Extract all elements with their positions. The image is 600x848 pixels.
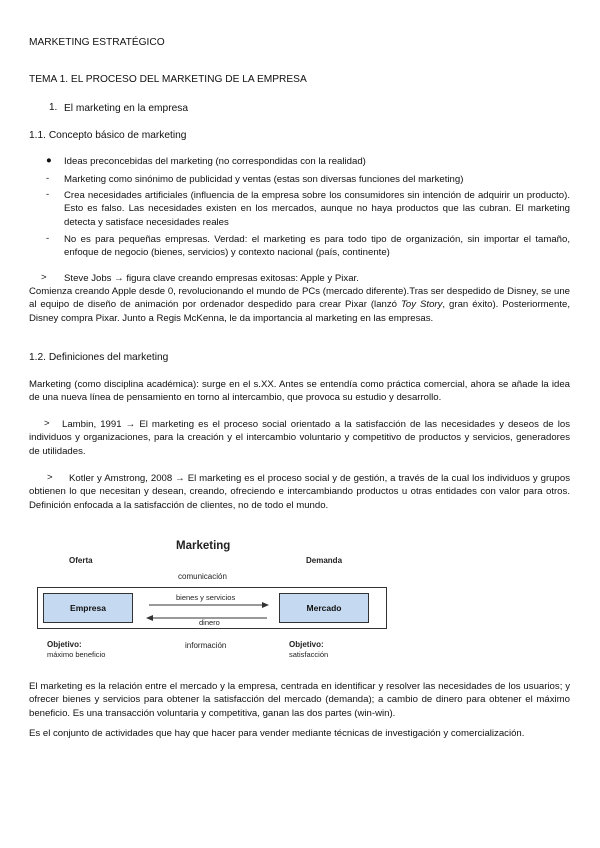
objective-left-value: máximo beneficio xyxy=(47,650,106,659)
subsection-heading-1-2: 1.2. Definiciones del marketing xyxy=(29,352,169,363)
list-item: No es para pequeñas empresas. Verdad: el marketing es para todo tipo de organización, sin importar el tamaño, enfoque de negocio (bienes, servicios) y contexto nacional (país, continente) xyxy=(64,234,570,259)
arrow-marker-icon: > xyxy=(41,272,47,283)
toy-story-title: Toy Story xyxy=(400,299,443,311)
jobs-text-a: Comienza creando Apple desde 0, revolucionando el mundo de PCs (mercado diferente).Tras ser despedido de Disney, se une al equipo de diseño de animación por ordenador despedido para crear Pixar (lanzó xyxy=(29,286,570,311)
objective-right-label: Objetivo: xyxy=(289,640,324,649)
diagram-dinero: dinero xyxy=(199,618,220,627)
objective-right-value: satisfacción xyxy=(289,650,329,659)
arrow-marker-icon: > xyxy=(47,472,53,483)
subsection-heading-1-1: 1.1. Concepto básico de marketing xyxy=(29,130,187,141)
diagram-informacion: información xyxy=(185,641,227,650)
steve-jobs-line: Steve Jobs → figura clave creando empresas exitosas: Apple y Pixar. xyxy=(64,273,359,284)
empresa-label: Empresa xyxy=(70,603,106,613)
list-item: Crea necesidades artificiales (influencia de la empresa sobre los consumidores sin intención de adquirir un producto). Esto es falso. Las necesidades existen en los mercados, aunque no haya productos que las cubran. El marketing detecta y satisface necesidades reales xyxy=(64,190,570,228)
section-number: 1. xyxy=(49,102,58,113)
bullet-dot-icon: ● xyxy=(46,155,52,166)
closing-paragraph-2: Es el conjunto de actividades que hay que hacer para vender mediante técnicas de investigación y comercialización. xyxy=(29,728,525,739)
definition-intro: Marketing (como disciplina académica): surge en el s.XX. Antes se entendía como práctica comercial, ahora se añade la idea de una nueva línea de pensamiento en torno al intercambio, que provoca su estudio y desarrollo. xyxy=(29,379,570,404)
arrow-marker-icon: > xyxy=(44,418,50,429)
mercado-label: Mercado xyxy=(306,603,342,613)
section-heading: El marketing en la empresa xyxy=(64,103,189,114)
topic-heading: TEMA 1. EL PROCESO DEL MARKETING DE LA EMPRESA xyxy=(29,74,307,85)
kotler-definition: Kotler y Amstrong, 2008 → El marketing es el proceso social y de gestión, a través de la cual los individuos y grupos obtienen lo que necesitan y desean, creando, ofreciendo e intercambiando productos u otras entidades con valor para otros. Definición enfocada a la satisfacción de clientes, no de todo el mundo. xyxy=(29,473,570,511)
jobs-text-b: , gran éxito). Posteriormente, Disney compra Pixar. Junto a Regis McKenna, le da importancia al marketing en las empresas. xyxy=(29,299,570,324)
objective-left-label: Objetivo: xyxy=(47,640,82,649)
bullet-dash-icon: - xyxy=(46,189,50,200)
marketing-diagram xyxy=(33,537,395,665)
arrow-right-icon xyxy=(262,602,269,608)
diagram-bienes: bienes y servicios xyxy=(176,593,236,602)
bullet-dash-icon: - xyxy=(46,233,50,244)
steve-jobs-paragraph xyxy=(29,285,570,325)
document-title: MARKETING ESTRATÉGICO xyxy=(29,37,165,48)
diagram-title: Marketing xyxy=(176,540,231,552)
arrow-left-icon xyxy=(146,615,153,621)
list-item: Marketing como sinónimo de publicidad y ventas (estas son diversas funciones del marketing) xyxy=(64,174,464,185)
diagram-comunicacion: comunicación xyxy=(178,572,227,581)
bullet-dash-icon: - xyxy=(46,173,50,184)
diagram-demanda: Demanda xyxy=(306,556,343,565)
lambin-definition: Lambin, 1991 → El marketing es el proceso social orientado a la satisfacción de las necesidades y deseos de los individuos y organizaciones, para la creación y el intercambio voluntario y competitivo de productos y servicios, generadores de utilidades. xyxy=(29,419,570,457)
list-item: Ideas preconcebidas del marketing (no correspondidas con la realidad) xyxy=(64,156,366,167)
closing-paragraph-1: El marketing es la relación entre el mercado y la empresa, centrada en identificar y resolver las necesidades de los usuarios; y ofrecer bienes y servicios para obtener la satisfacción del mercado (demanda); a cambio de dinero para obtener el máximo beneficio. Es una transacción voluntaria y competitiva, ganan las dos partes (win-win). xyxy=(29,681,570,719)
diagram-oferta: Oferta xyxy=(69,556,93,565)
